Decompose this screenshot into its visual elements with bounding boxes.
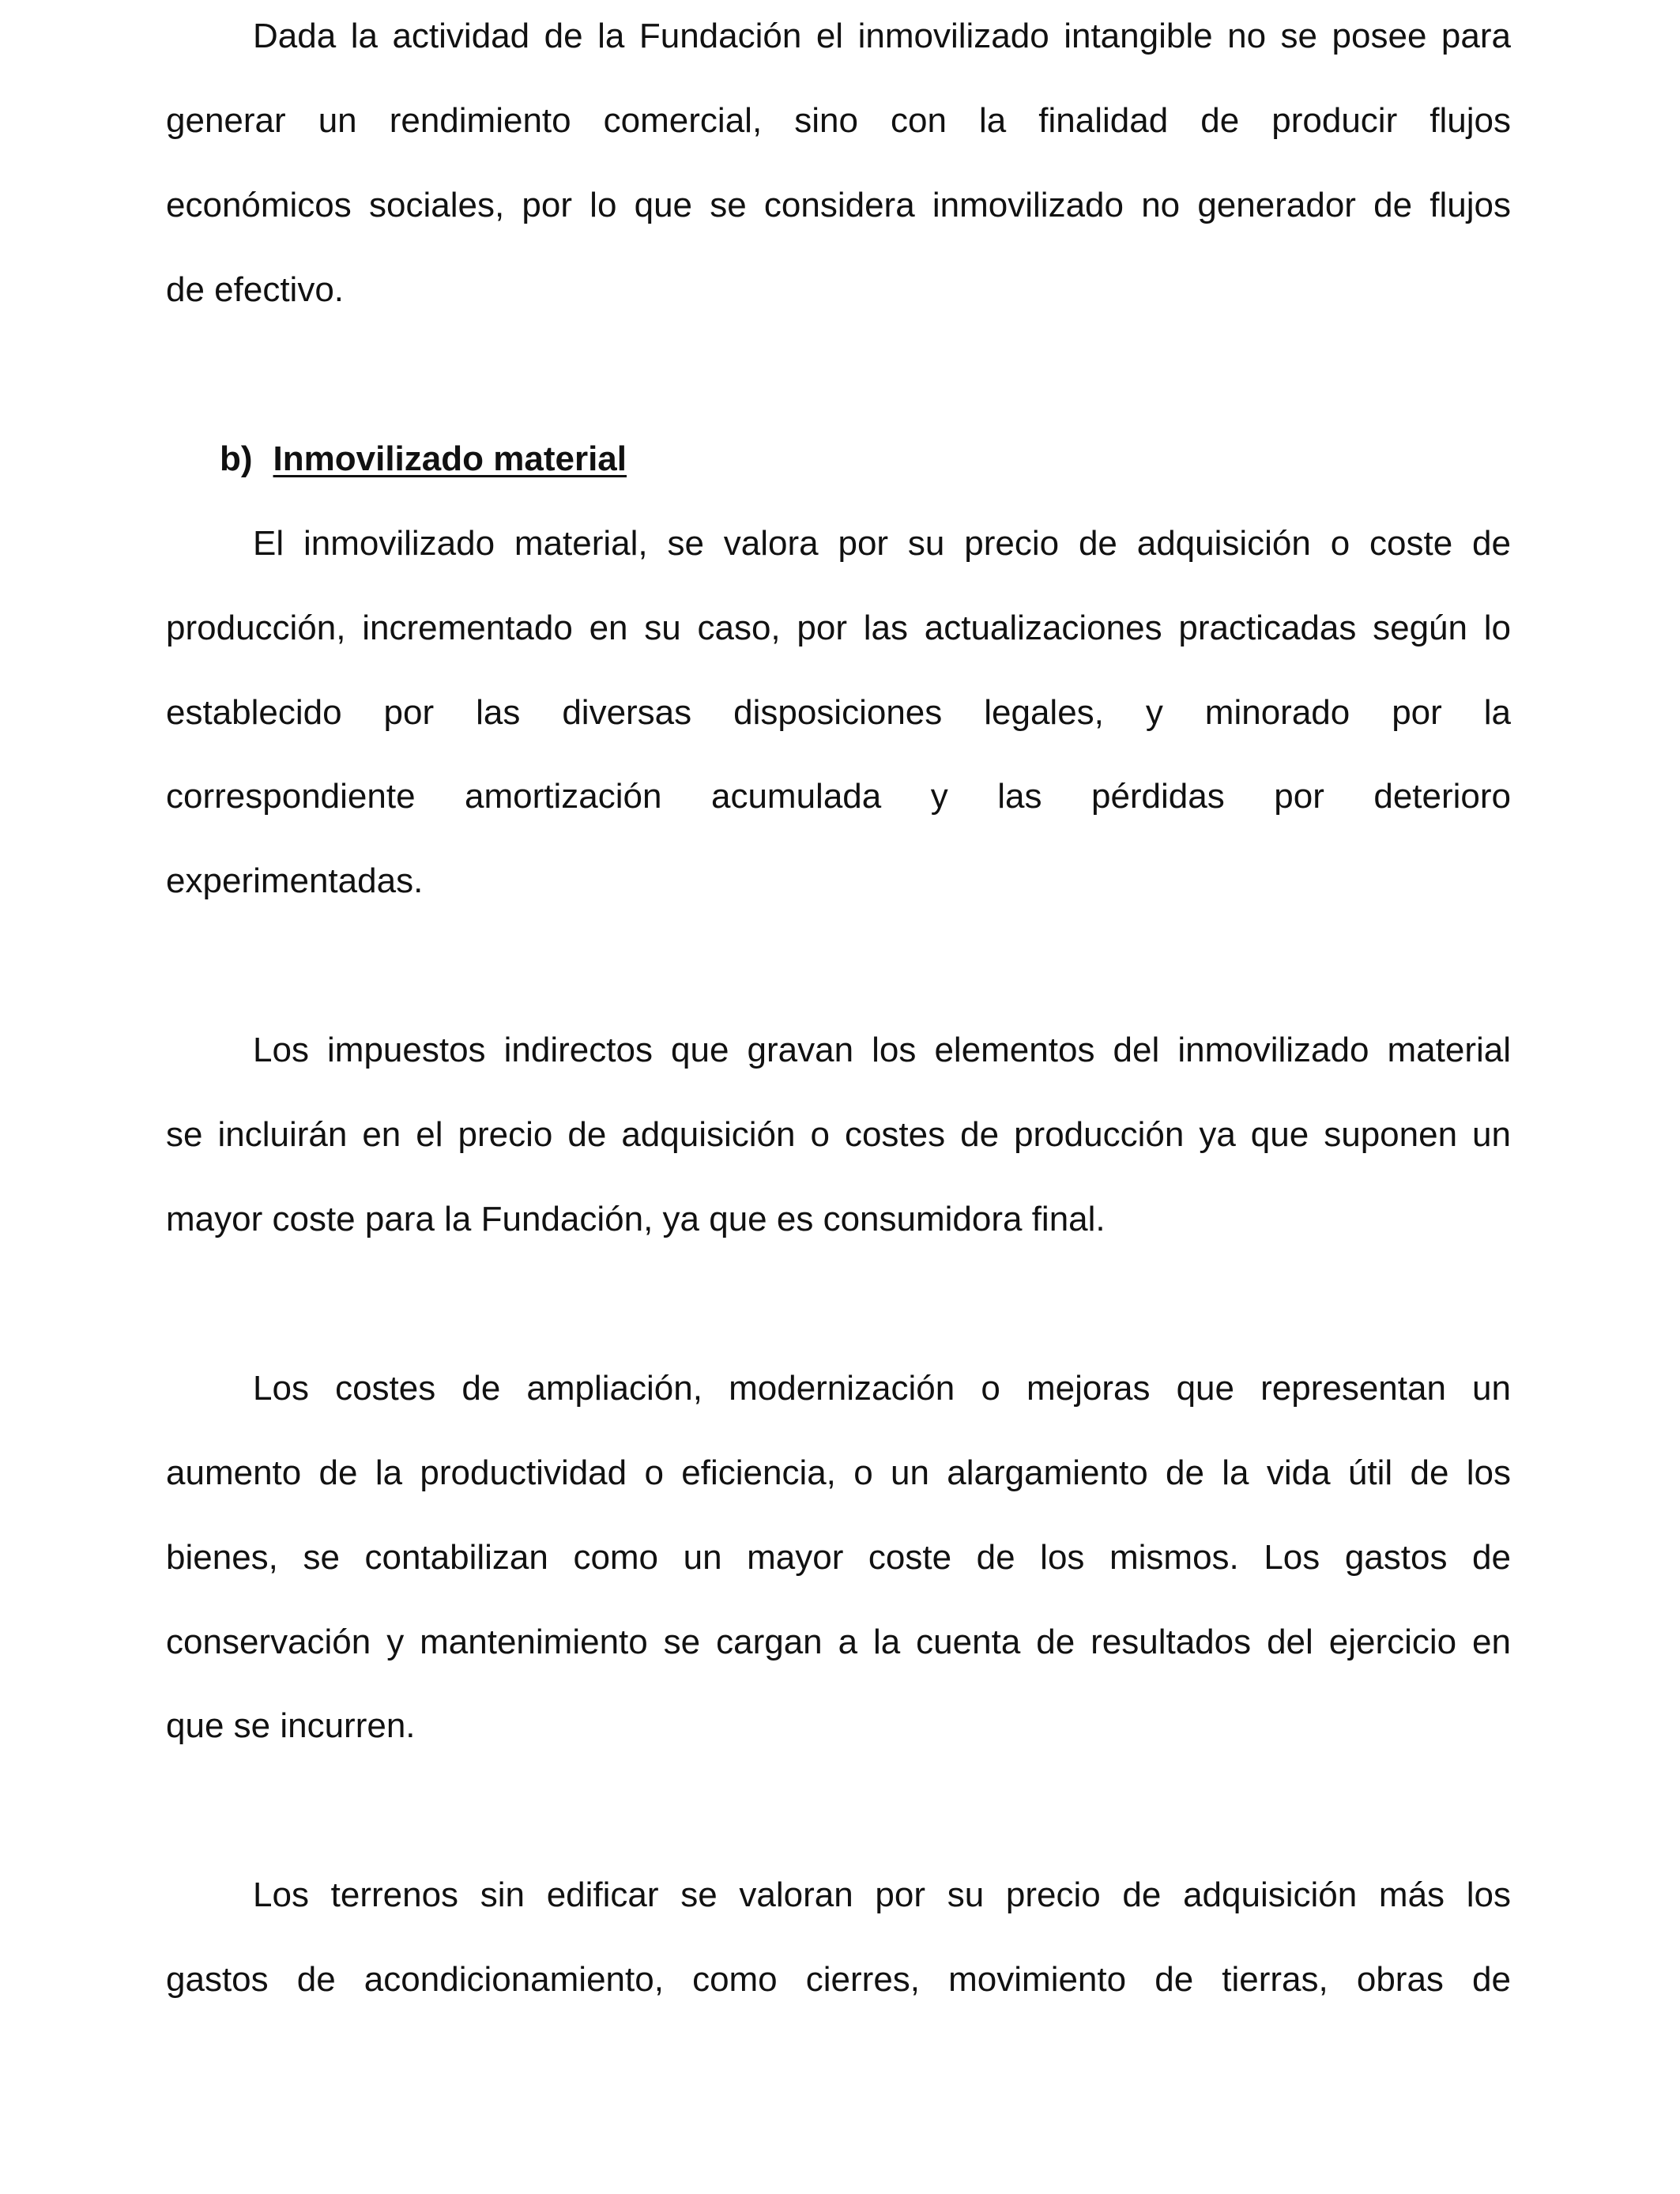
paragraph-line: que se incurren.	[166, 1706, 416, 1745]
paragraph-line: generar un rendimiento comercial, sino con la finalidad de producir flujos	[166, 101, 1511, 140]
paragraph-line: experimentadas.	[166, 861, 424, 900]
paragraph-line: Los impuestos indirectos que gravan los elementos del inmovilizado material	[253, 1031, 1511, 1069]
paragraph-line: Dada la actividad de la Fundación el inmovilizado intangible no se posee para	[253, 17, 1511, 55]
section-heading	[220, 435, 627, 483]
paragraph-line: gastos de acondicionamiento, como cierres, movimiento de tierras, obras de	[166, 1960, 1511, 1999]
paragraph-line: se incluirán en el precio de adquisición o costes de producción ya que suponen un	[166, 1115, 1511, 1154]
paragraph-line: correspondiente amortización acumulada y las pérdidas por deterioro	[166, 777, 1511, 816]
paragraph-line: producción, incrementado en su caso, por las actualizaciones practicadas según lo	[166, 609, 1511, 647]
paragraph-line: económicos sociales, por lo que se considera inmovilizado no generador de flujos	[166, 186, 1511, 224]
paragraph-line: El inmovilizado material, se valora por su precio de adquisición o coste de	[253, 524, 1511, 563]
paragraph-line: de efectivo.	[166, 270, 345, 309]
paragraph-line: aumento de la productividad o eficiencia, o un alargamiento de la vida útil de los	[166, 1453, 1511, 1492]
section-marker: b)	[220, 439, 253, 478]
paragraph-line: bienes, se contabilizan como un mayor coste de los mismos. Los gastos de	[166, 1538, 1511, 1577]
section-title: Inmovilizado material	[273, 439, 627, 478]
paragraph-line: conservación y mantenimiento se cargan a la cuenta de resultados del ejercicio en	[166, 1623, 1511, 1661]
paragraph-line: Los costes de ampliación, modernización o mejoras que representan un	[253, 1369, 1511, 1408]
paragraph-line: establecido por las diversas disposiciones legales, y minorado por la	[166, 693, 1511, 732]
paragraph-line: mayor coste para la Fundación, ya que es consumidora final.	[166, 1200, 1106, 1238]
paragraph-line: Los terrenos sin edificar se valoran por su precio de adquisición más los	[253, 1875, 1511, 1914]
